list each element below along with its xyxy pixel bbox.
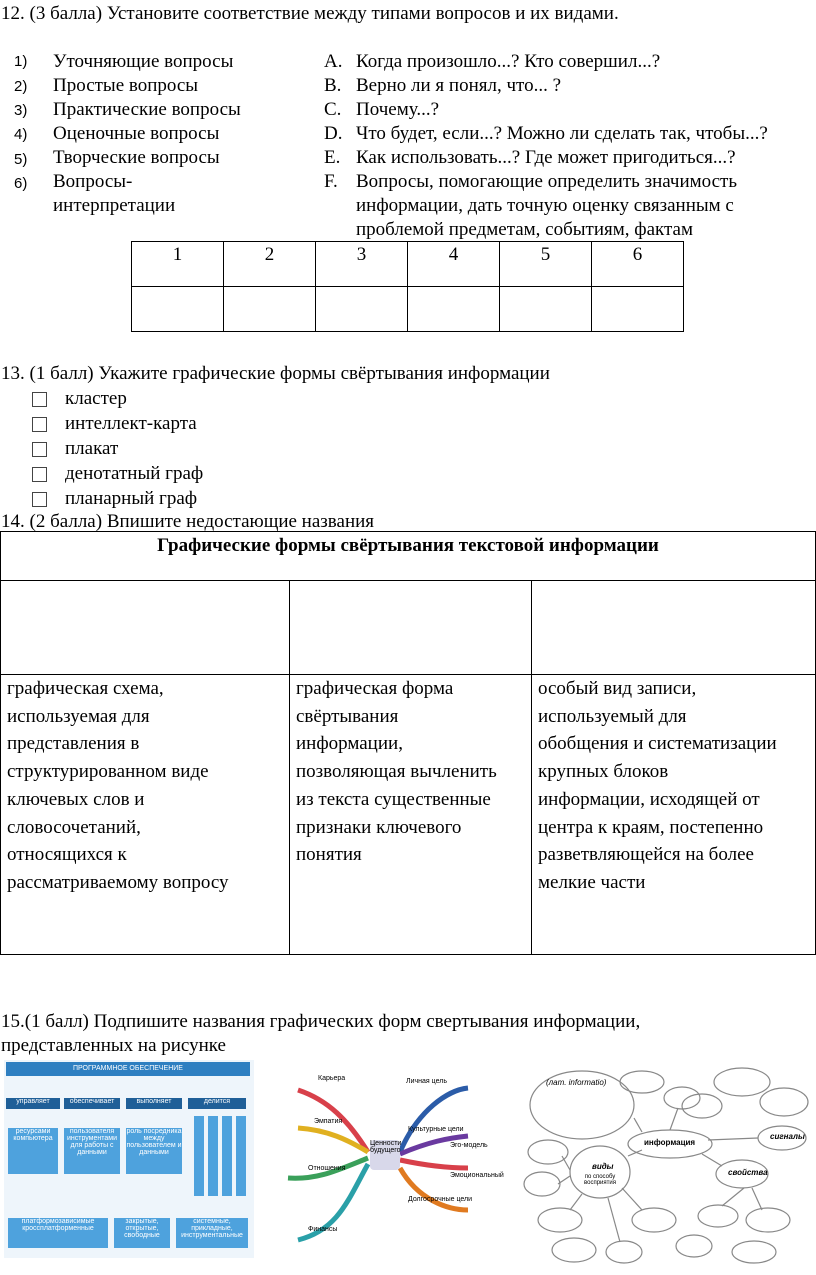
checkbox-icon[interactable] xyxy=(32,442,47,457)
q14-title: 14. (2 балла) Впишите недостающие названия xyxy=(1,511,375,532)
fig1-verb: управляет xyxy=(6,1098,60,1109)
desc-line: представления в xyxy=(7,733,140,755)
option-label: кластер xyxy=(65,388,127,409)
q12-right-item: Когда произошло...? Кто совершил...? xyxy=(356,51,661,72)
answer-cell[interactable] xyxy=(500,287,592,332)
option-label: планарный граф xyxy=(65,488,198,509)
q14-description-cell xyxy=(1,675,290,955)
answer-cell[interactable] xyxy=(1,581,290,675)
mind-map-label: Карьера xyxy=(318,1075,346,1082)
table-header-cell: 6 xyxy=(592,242,684,287)
q12-left-num: 4) xyxy=(14,126,28,143)
desc-line: особый вид записи, xyxy=(538,678,697,699)
desc-line: центра к краям, постепенно xyxy=(538,816,764,838)
q12-left-item: Уточняющие вопросы xyxy=(53,51,234,72)
table-header-cell: 4 xyxy=(408,242,500,287)
q14-table xyxy=(0,531,816,955)
q12-left-item: Вопросы- xyxy=(53,171,133,192)
fig1-verb: выполняет xyxy=(126,1098,182,1109)
answer-cell[interactable] xyxy=(408,287,500,332)
mind-map-label: Эго-модель xyxy=(450,1142,488,1149)
fig1-box: ресурсами компьютера xyxy=(8,1128,58,1174)
q12-left-item: Практические вопросы xyxy=(53,99,241,120)
checkbox-icon[interactable] xyxy=(32,392,47,407)
option-label: плакат xyxy=(65,438,119,459)
desc-line: графическая схема, xyxy=(7,678,164,699)
q13-option[interactable] xyxy=(32,388,127,410)
desc-line: мелкие части xyxy=(538,871,646,893)
q12-right-item: Верно ли я понял, что... ? xyxy=(356,75,562,96)
desc-line: понятия xyxy=(296,844,362,866)
fig1-bottom-box: закрытые, открытые, свободные xyxy=(114,1218,170,1248)
desc-line: ключевых слов и xyxy=(7,788,145,810)
cluster-label: (лат. informatio) xyxy=(546,1078,607,1087)
answer-cell[interactable] xyxy=(224,287,316,332)
q12-title: 12. (3 балла) Установите соответствие между типами вопросов и их видами. xyxy=(1,3,619,24)
q12-left-item: интерпретации xyxy=(53,195,176,216)
desc-line: информации, исходящей от xyxy=(538,788,760,810)
q14-table-title: Графические формы свёртывания текстовой информации xyxy=(1,532,816,581)
q12-answer-table xyxy=(131,241,684,332)
mind-map-label: Финансы xyxy=(308,1226,338,1233)
desc-line: относящихся к xyxy=(7,844,127,866)
mind-map-label: Отношения xyxy=(308,1165,346,1172)
mind-map-label: Эмпатия xyxy=(314,1118,343,1125)
desc-line: позволяющая вычленить xyxy=(296,761,497,783)
mind-map-label: Эмоциональный xyxy=(450,1172,504,1179)
q12-right-letter: C. xyxy=(324,99,342,120)
q12-right-item: проблемой предметам, событиям, фактам xyxy=(356,219,693,240)
cluster-label: свойства xyxy=(728,1168,768,1177)
q13-option[interactable] xyxy=(32,463,203,485)
q12-right-letter: F. xyxy=(324,171,338,192)
q12-left-item: Простые вопросы xyxy=(53,75,199,96)
desc-line: используемая для xyxy=(7,705,150,727)
fig1-bottom-box: системные, прикладные, инструментальные xyxy=(176,1218,248,1248)
q12-left-num: 1) xyxy=(14,53,28,70)
cluster-shapes xyxy=(522,1060,812,1266)
mind-map-center: Ценности будущего xyxy=(370,1140,400,1170)
q12-right-item: Что будет, если...? Можно ли сделать так, чтобы...? xyxy=(356,123,768,144)
q12-right-letter: E. xyxy=(324,147,341,168)
q13-option[interactable] xyxy=(32,438,118,460)
desc-line: признаки ключевого xyxy=(296,816,462,838)
answer-cell[interactable] xyxy=(132,287,224,332)
q14-description-cell xyxy=(290,675,532,955)
table-header-cell: 5 xyxy=(500,242,592,287)
q13-option[interactable] xyxy=(32,488,197,510)
q12-left-num: 2) xyxy=(14,78,28,95)
q14-description-cell xyxy=(532,675,816,955)
checkbox-icon[interactable] xyxy=(32,492,47,507)
mind-map-label: Долгосрочные цели xyxy=(408,1196,473,1203)
desc-line: обобщения и систематизации xyxy=(538,733,777,755)
cluster-center-label: информация xyxy=(644,1138,696,1147)
q13-option[interactable] xyxy=(32,413,197,435)
q12-right-letter: D. xyxy=(324,123,343,144)
fig1-verb: обеспечивает xyxy=(64,1098,120,1109)
desc-line: из текста существенные xyxy=(296,788,491,810)
desc-line: структурированном виде xyxy=(7,761,209,783)
q12-right-letter: A. xyxy=(324,51,343,72)
q13-title: 13. (1 балл) Укажите графические формы свёртывания информации xyxy=(1,363,550,384)
checkbox-icon[interactable] xyxy=(32,417,47,432)
answer-cell[interactable] xyxy=(290,581,532,675)
desc-line: используемый для xyxy=(538,705,687,727)
fig1-verb: делится xyxy=(188,1098,246,1109)
fig1-header: ПРОГРАММНОЕ ОБЕСПЕЧЕНИЕ xyxy=(6,1062,250,1076)
cluster-label: по способу восприятия xyxy=(584,1174,616,1186)
q15-title: 15.(1 балл) Подпишите названия графических форм свертывания информации, xyxy=(1,1011,641,1032)
q12-right-item: Почему...? xyxy=(356,99,440,120)
checkbox-icon[interactable] xyxy=(32,467,47,482)
mind-map-label: Культурные цели xyxy=(408,1126,464,1133)
q12-right-item: информации, дать точную оценку связанным с xyxy=(356,195,734,216)
desc-line: рассматриваемому вопросу xyxy=(7,871,229,893)
cluster-label: сигналы xyxy=(770,1132,805,1141)
q12-left-num: 5) xyxy=(14,151,28,168)
desc-line: крупных блоков xyxy=(538,761,669,783)
answer-cell[interactable] xyxy=(316,287,408,332)
q12-left-item: Оценочные вопросы xyxy=(53,123,220,144)
q12-left-item: Творческие вопросы xyxy=(53,147,220,168)
q12-right-item: Как использовать...? Где может пригодиться...? xyxy=(356,147,736,168)
q15-title-line2: представленных на рисунке xyxy=(1,1035,226,1056)
q12-left-num: 6) xyxy=(14,175,28,192)
fig1-box: пользователя инструментами для работы с данными xyxy=(64,1128,120,1174)
figure-mind-map xyxy=(258,1060,520,1266)
fig1-box: роль посредника между пользователем и данными xyxy=(126,1128,182,1174)
table-header-cell: 2 xyxy=(224,242,316,287)
figure-structure-diagram xyxy=(4,1060,254,1258)
desc-line: свёртывания xyxy=(296,705,399,727)
answer-cell[interactable] xyxy=(532,581,816,675)
answer-cell[interactable] xyxy=(592,287,684,332)
option-label: денотатный граф xyxy=(65,463,204,484)
cluster-label: виды xyxy=(592,1162,614,1171)
desc-line: информации, xyxy=(296,733,403,755)
option-label: интеллект-карта xyxy=(65,413,197,434)
fig1-vertical-bars xyxy=(194,1116,248,1196)
q12-right-letter: B. xyxy=(324,75,342,96)
desc-line: разветвляющейся на более xyxy=(538,844,754,866)
mind-map-label: Личная цель xyxy=(406,1078,447,1085)
table-header-cell: 1 xyxy=(132,242,224,287)
q12-right-item: Вопросы, помогающие определить значимость xyxy=(356,171,738,192)
q12-left-num: 3) xyxy=(14,102,28,119)
table-header-cell: 3 xyxy=(316,242,408,287)
desc-line: графическая форма xyxy=(296,678,454,699)
figure-cluster xyxy=(522,1060,812,1266)
desc-line: словосочетаний, xyxy=(7,816,141,838)
fig1-bottom-box: платформозависимые кроссплатформенные xyxy=(8,1218,108,1248)
